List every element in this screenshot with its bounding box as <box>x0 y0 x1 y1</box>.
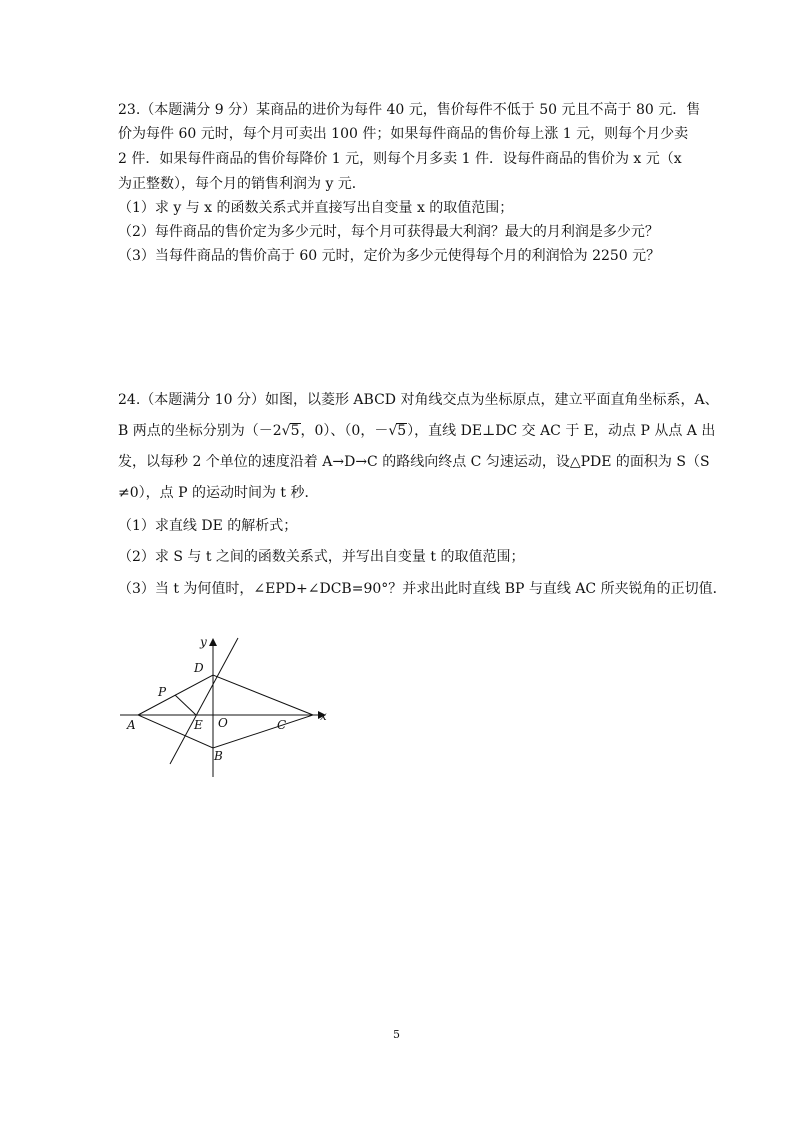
label-d: D <box>194 661 204 675</box>
page-number: 5 <box>393 1028 400 1041</box>
q24-sub-3: （3）当 t 为何值时，∠EPD+∠DCB=90°？并求出此时直线 BP 与直线 AC 所夹锐角的正切值． <box>118 581 727 597</box>
label-a: A <box>127 718 136 732</box>
q24-sqrt-2: 5 <box>397 423 407 439</box>
q24-line-1: 24.（本题满分 10 分）如图，以菱形 ABCD 对角线交点为坐标原点，建立平面直角坐标系，A、 <box>118 392 719 408</box>
q24-sub-1: （1）求直线 DE 的解析式； <box>118 518 298 534</box>
q24-line-2-part-b: ，0）、（0，－ <box>300 423 389 439</box>
y-axis-arrow-icon <box>209 638 217 646</box>
q24-line-4: ≠0），点 P 的运动时间为 t 秒． <box>118 485 319 501</box>
label-c: C <box>277 718 287 732</box>
q24-line-2 <box>118 423 715 439</box>
q24-line-3: 发，以每秒 2 个单位的速度沿着 A→D→C 的路线向终点 C 匀速运动，设△PDE 的面积为 S（S <box>118 454 710 470</box>
label-b: B <box>214 749 223 763</box>
q24-sub-2: （2）求 S 与 t 之间的函数关系式，并写出自变量 t 的取值范围； <box>118 549 525 565</box>
q24-line-2-part-c: ），直线 DE⊥DC 交 AC 于 E，动点 P 从点 A 出 <box>407 423 716 439</box>
question-23 <box>118 102 701 264</box>
label-y: y <box>200 635 207 649</box>
q23-sub-3: （3）当每件商品的售价高于 60 元时，定价为多少元使得每个月的利润恰为 2250 元？ <box>118 248 661 264</box>
q23-line-2: 价为每件 60 元时，每个月可卖出 100 件；如果每件商品的售价每上涨 1 元，则每个月少卖 <box>118 126 689 142</box>
rhombus-figure <box>118 632 338 782</box>
label-x: x <box>320 709 327 723</box>
sqrt-symbol-icon: √ <box>388 423 398 439</box>
line-de <box>170 638 238 764</box>
question-24 <box>118 392 727 603</box>
label-p: P <box>158 685 167 699</box>
q23-sub-2: （2）每件商品的售价定为多少元时，每个月可获得最大利润？最大的月利润是多少元？ <box>118 224 659 240</box>
sqrt-symbol-icon: √ <box>281 423 291 439</box>
label-o: O <box>218 716 228 730</box>
q24-line-2-part-a: B 两点的坐标分别为（－2 <box>118 423 282 439</box>
q23-line-4: 为正整数），每个月的销售利润为 y 元． <box>118 176 366 192</box>
q23-line-1: 23.（本题满分 9 分）某商品的进价为每件 40 元，售价每件不低于 50 元且不高于 80 元．售 <box>118 102 701 118</box>
q24-sqrt-1: 5 <box>290 423 300 439</box>
label-e: E <box>194 718 203 732</box>
q23-line-3: 2 件．如果每件商品的售价每降价 1 元，则每个月多卖 1 件．设每件商品的售价为 x 元（x <box>118 151 682 167</box>
segment-pe <box>175 695 196 715</box>
q23-sub-1: （1）求 y 与 x 的函数关系式并直接写出自变量 x 的取值范围； <box>118 200 514 216</box>
